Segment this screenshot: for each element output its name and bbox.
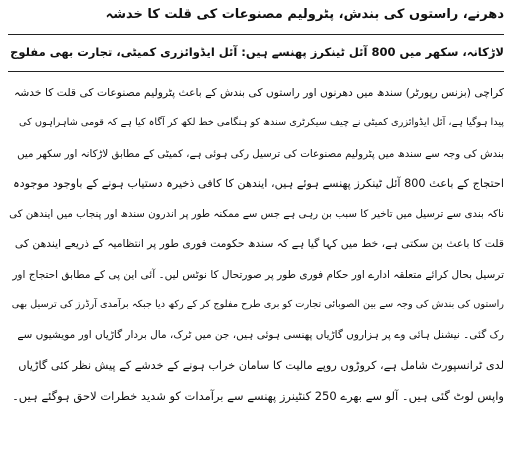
body-line: قلت کا باعث بن سکتی ہے، خط میں کہا گیا ہے کہ سندھ حکومت فوری طور پر انتظامیہ کے ذریعے ایندھن کی bbox=[14, 237, 504, 251]
body-line: پیدا ہوگیا ہے، آئل ایڈوائزری کمیٹی نے چیف سیکرٹری سندھ کو ہنگامی خط لکھ کر آگاہ کیا ہے کہ قومی شاہراہوں کی bbox=[19, 117, 504, 129]
subheadline-divider bbox=[8, 71, 504, 72]
article-body bbox=[8, 78, 504, 411]
subheadline: لاڑکانہ، سکھر میں 800 آئل ٹینکرز پھنسے ہیں: آئل ایڈوائزری کمیٹی، تجارت بھی مفلوج bbox=[10, 45, 504, 59]
body-line: لدی ٹرانسپورٹ شامل ہے، کروڑوں روپے مالیت کا سامان خراب ہونے کے خدشے کے پیش نظر کئی گاڑیاں bbox=[18, 358, 504, 372]
body-line: کراچی (بزنس رپورٹر) سندھ میں دھرنوں اور راستوں کی بندش کے باعث پٹرولیم مصنوعات کی قلت کا خدشہ bbox=[13, 86, 504, 99]
body-line: واپس لوٹ گئی ہیں۔ آلو سے بھرے 250 کنٹینرز پھنسے سے برآمدات کو شدید خطرات لاحق ہوگئے ہیں۔ bbox=[12, 388, 504, 403]
body-line: ناکہ بندی سے ترسیل میں تاخیر کا سبب بن رہی ہے جس سے ممکنہ طور پر اندرون سندھ اور پنجاب میں ایندھن کی bbox=[9, 208, 504, 221]
body-line: راستوں کی بندش کی وجہ سے بین الصوبائی تجارت کو بری طرح مفلوج کر کے رکھ دیا جبکہ برآمدی آرڈرز کی ترسیل بھی bbox=[11, 299, 504, 311]
body-line: احتجاج کے باعث 800 آئل ٹینکرز پھنسے ہوئے ہیں، ایندھن کا کافی ذخیرہ دستیاب ہونے کے باوجود موجودہ bbox=[13, 176, 504, 190]
body-line: بندش کی وجہ سے سندھ میں پٹرولیم مصنوعات کی ترسیل رکی ہوئی ہے، کمیٹی کے مطابق لاڑکانہ اور سکھر میں bbox=[17, 147, 504, 160]
body-line: رک گئی۔ نیشنل ہائی وے پر ہزاروں گاڑیاں پھنسی ہوئی ہیں، جن میں ٹرک، مال بردار گاڑیاں اور مویشیوں سے bbox=[17, 329, 504, 342]
headline-divider bbox=[8, 34, 504, 35]
headline: دھرنے، راستوں کی بندش، پٹرولیم مصنوعات کی قلت کا خدشہ bbox=[105, 7, 504, 22]
body-line: ترسیل بحال کرائے متعلقہ ادارے اور حکام فوری طور پر صورتحال کا نوٹس لیں۔ آئی این پی کے مطابق احتجاج اور bbox=[12, 268, 504, 281]
